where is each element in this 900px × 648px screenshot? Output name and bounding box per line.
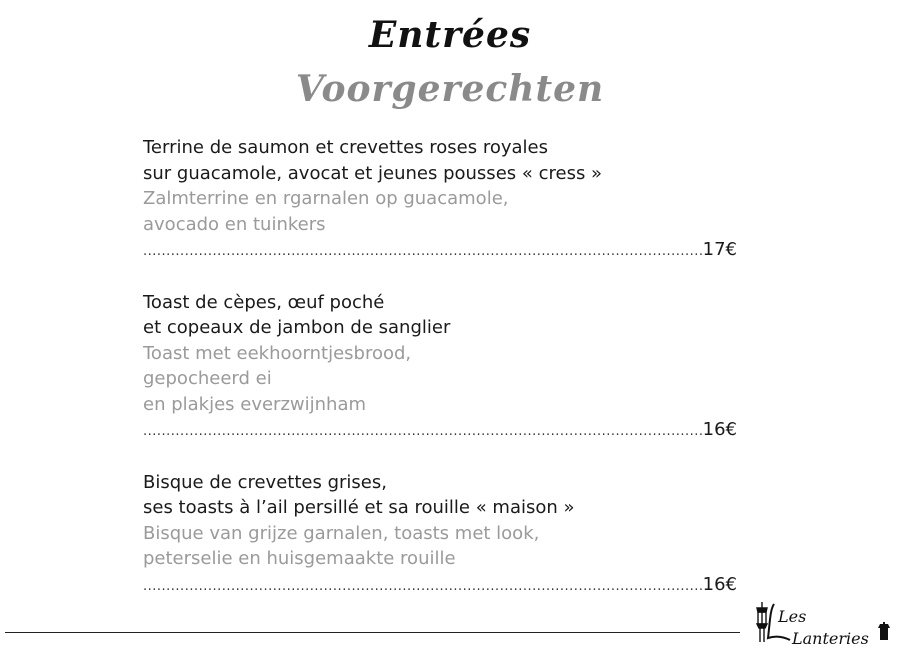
dish-name-fr: et copeaux de jambon de sanglier [143,317,451,338]
dish-name-nl: avocado en tuinkers [143,213,326,235]
dish-price: 16€ [702,573,737,595]
restaurant-logo [752,600,900,648]
menu-item [143,470,743,600]
menu-item [143,135,743,265]
price-row [143,237,737,265]
footer-divider [5,632,740,633]
dish-name-fr: Toast de cèpes, œuf poché [143,291,385,313]
dot-leader [143,239,702,265]
menu-item [143,290,743,445]
dish-name-nl: Zalmterrine en rgarnalen op guacamole, [143,188,509,209]
logo-text-top: Les [778,607,807,626]
price-row [143,572,737,600]
page-subtitle: Voorgerechten [295,68,605,110]
dish-price: 17€ [702,239,737,260]
dish-name-nl: peterselie en huisgemaakte rouille [143,548,456,569]
dish-name-nl: Toast met eekhoorntjesbrood, [143,342,412,364]
dish-name-fr: Bisque de crevettes grises, [143,471,387,493]
dish-name-fr: sur guacamole, avocat et jeunes pousses « cress » [143,162,603,184]
dish-name-nl: gepocheerd ei [143,368,272,389]
dish-name-nl: en plakjes everzwijnham [143,393,367,415]
dish-name-fr: Terrine de saumon et crevettes roses royales [143,137,548,158]
price-row [143,417,737,445]
dot-leader [143,419,702,445]
lantern-icon [878,622,890,640]
menu-list [143,135,743,624]
lantern-icon [757,602,767,642]
dot-leader [143,574,702,600]
logo-text-bottom: Lanteries [792,629,869,648]
dish-name-nl: Bisque van grijze garnalen, toasts met look, [143,522,540,544]
dish-name-fr: ses toasts à l’ail persillé et sa rouille « maison » [143,497,575,518]
page-title: Entrées [368,14,532,56]
dish-price: 16€ [702,419,737,440]
